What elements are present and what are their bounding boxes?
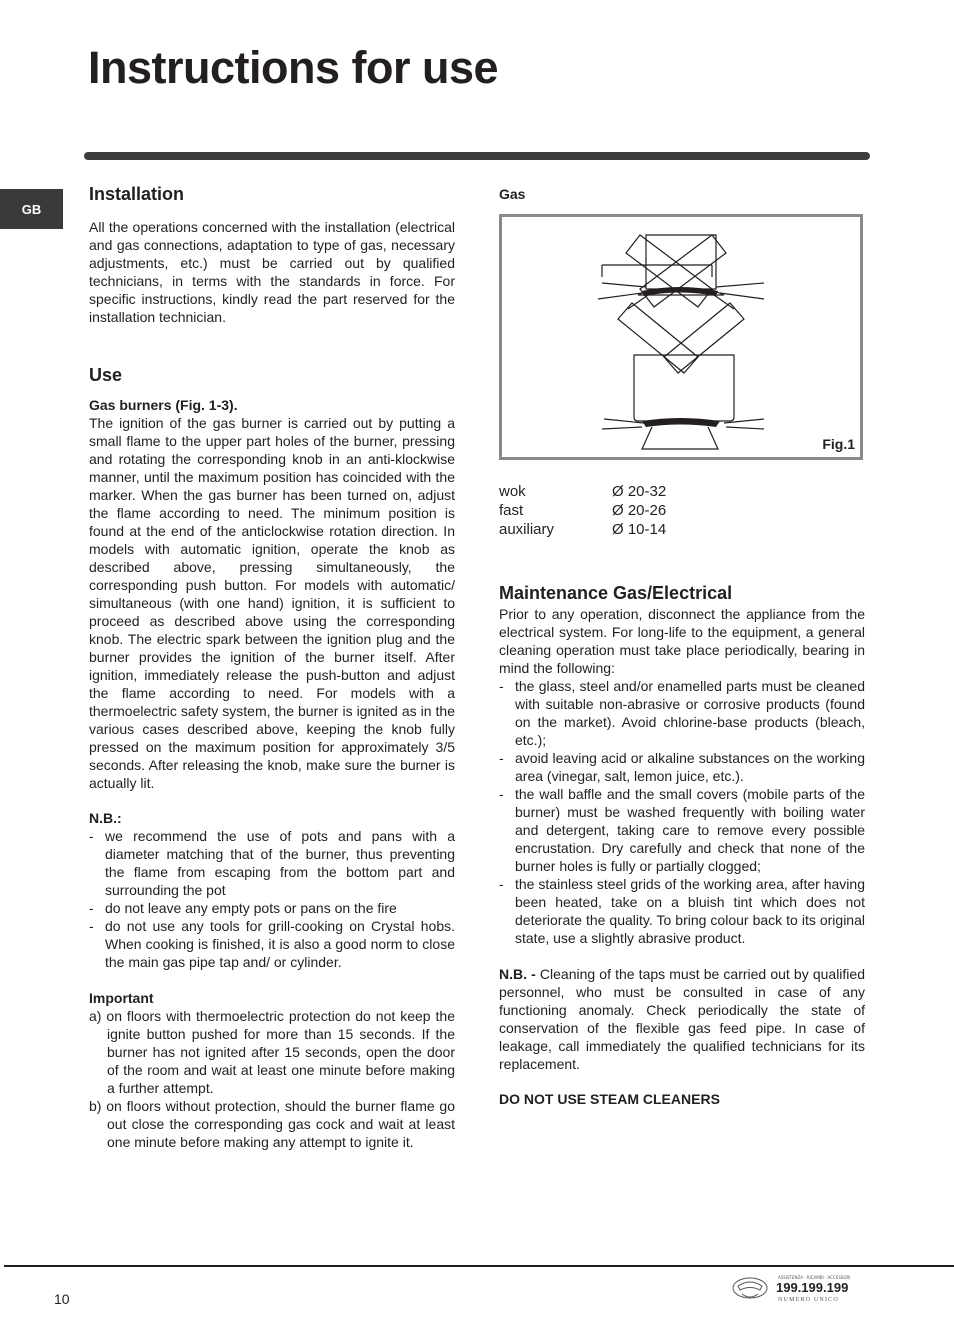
right-column [499, 182, 865, 1108]
installation-section [89, 182, 455, 326]
list-item: b) on floors without protection, should the burner flame go out close the corresponding gas cock and wait at least one minute before making any attempt to ignite it. [89, 1098, 455, 1150]
gas-burners-subheading: Gas burners (Fig. 1-3). [89, 397, 238, 413]
list-item: - do not leave any empty pots or pans on the fire [89, 899, 455, 917]
list-item: - the glass, steel and/or enamelled parts must be cleaned with suitable non-abrasive or corrosive products (found on the market). Avoid chlorine-base products (bleach, etc.); [499, 677, 865, 749]
maintenance-section [499, 581, 865, 1108]
table-row [499, 520, 865, 539]
installation-text: All the operations concerned with the installation (electrical and gas connections, adaptation to type of gas, necessary adjustments, etc.) must be carried out by qualified technicians, in terms with the standards in force. For specific instructions, kindly read the part reserved for the installation technician. [89, 219, 455, 325]
gas-heading: Gas [499, 186, 526, 202]
list-item: a) on floors with thermoelectric protection do not keep the ignite button pushed for more than 15 seconds. If the burner has not ignited after 15 seconds, open the door of the room and wait at least one minute before making a further attempt. [89, 1008, 455, 1096]
use-text: The ignition of the gas burner is carried out by putting a small flame to the upper part holes of the burner, pressing and rotating the corresponding knob in an anti-klockwise manner, until the maximum position has coincided with the marker. When the gas burner has been turned on, adjust the flame according to need. The minimum position is found at the end of the anticlockwise rotation direction. In models with automatic ignition, operate the knob as described above, pressing simultaneously, the corresponding push button. For models with automatic/ simultaneous (with one hand) ignition, it is sufficient to proceed as described above using the corresponding knob. The electric spark between the ignition plug and the burner provides the ignition of the burner itself. After ignition, immediately release the push-button and adjust the flame according to need. For models with a thermoelectric safety system, the burner is ignited as in the various cases described above, keeping the knob fully pressed on the maximum position for approximately 3/5 seconds. After releasing the knob, make sure the burner is actually lit. [89, 415, 455, 791]
title-divider [84, 152, 870, 160]
maintenance-heading: Maintenance Gas/Electrical [499, 583, 733, 603]
logo-number: 199.199.199 [776, 1280, 849, 1295]
burner-size-table [499, 482, 865, 539]
table-row [499, 501, 865, 520]
nb-text: Cleaning of the taps must be carried out by qualified personnel, who must be consulted in case of any functioning anomaly. Check periodically the state of conservation of the flexible gas feed pipe. In case of leakage, call immediately the qualified technicians for its replacement. [499, 966, 865, 1072]
burner-diameter: Ø 20-32 [612, 483, 667, 500]
important-list [89, 1007, 455, 1151]
maintenance-intro: Prior to any operation, disconnect the appliance from the electrical system. For long-life to the equipment, a general cleaning operation must take place periodically, bearing in mind the following: [499, 606, 865, 676]
burner-diagram [502, 217, 860, 457]
list-item: - the stainless steel grids of the working area, after having been heated, take on a bluish tint which does not deteriorate the quality. To bring colour back to its original state, use a slightly abrasive product. [499, 875, 865, 947]
logo-subtitle: NUMERO UNICO [778, 1297, 839, 1303]
steam-cleaner-warning: DO NOT USE STEAM CLEANERS [499, 1091, 720, 1107]
phone-icon [733, 1278, 767, 1298]
page-number: 10 [54, 1291, 70, 1307]
language-tab: GB [0, 189, 63, 229]
burner-figure [499, 214, 863, 460]
table-row [499, 482, 865, 501]
burner-name: fast [499, 502, 524, 519]
nb-heading: N.B.: [89, 810, 122, 826]
installation-heading: Installation [89, 184, 185, 204]
nb-list [89, 827, 455, 971]
footer-divider [4, 1265, 954, 1267]
list-item: - the wall baffle and the small covers (mobile parts of the burner) must be washed frequently with boiling water and detergent, taking care to remove every possible encrustation. Dry carefully and check that none of the burner holes is fully or partially clogged; [499, 785, 865, 875]
maintenance-list [499, 677, 865, 947]
service-logo [730, 1272, 870, 1306]
burner-diameter: Ø 10-14 [612, 521, 667, 538]
left-column [89, 182, 455, 1151]
burner-diameter: Ø 20-26 [612, 502, 667, 519]
list-item: - do not use any tools for grill-cooking on Crystal hobs. When cooking is finished, it is also a good norm to close the main gas pipe tap and/ or cylinder. [89, 917, 455, 971]
logo-tagline: ASSISTENZA · RICAMBI · ACCESSORI [778, 1275, 851, 1280]
figure-label: Fig.1 [822, 436, 855, 452]
list-item: - we recommend the use of pots and pans with a diameter matching that of the burner, thus preventing the flame from escaping from the bottom part and surrounding the pot [89, 827, 455, 899]
list-item: - avoid leaving acid or alkaline substances on the working area (vinegar, salt, lemon juice, etc.). [499, 749, 865, 785]
important-heading: Important [89, 990, 154, 1006]
page-title: Instructions for use [88, 42, 499, 93]
burner-name: auxiliary [499, 521, 555, 538]
burner-name: wok [499, 483, 526, 500]
use-heading: Use [89, 365, 123, 385]
nb-label: N.B. - [499, 966, 536, 982]
maintenance-nb [499, 965, 865, 1073]
gas-section [499, 185, 865, 539]
use-section [89, 363, 455, 1151]
